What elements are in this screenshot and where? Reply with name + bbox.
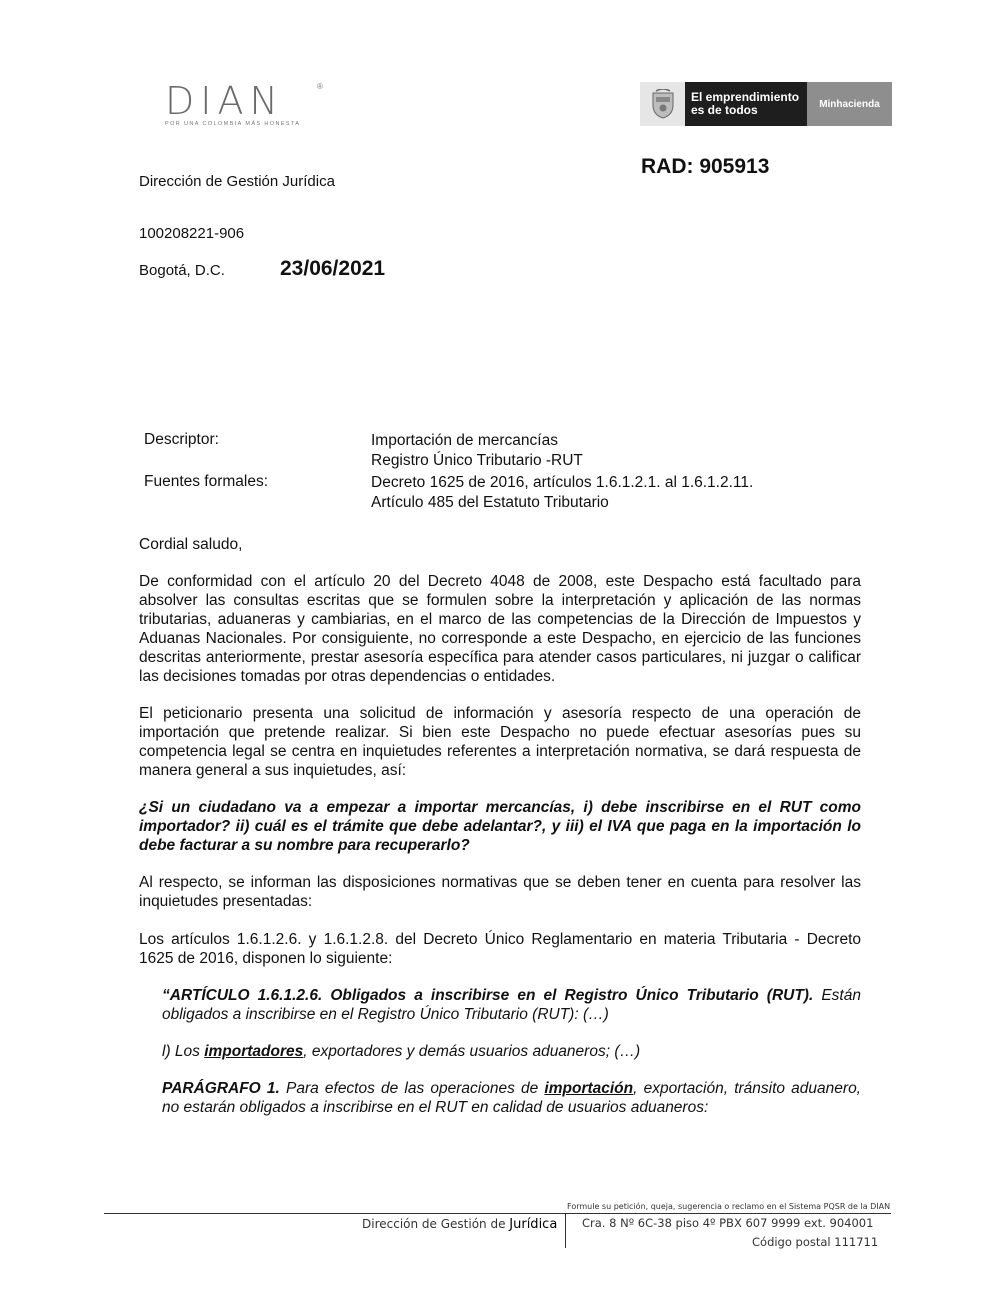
question: ¿Si un ciudadano va a empezar a importar mercancías, i) debe inscribirse en el RUT como importador? ii) cuál es el trámite que debe adelantar?, y iii) el IVA que paga en la importación lo debe facturar a su nombre para recuperarlo?	[139, 799, 861, 854]
registered-mark: ®	[317, 82, 323, 91]
descriptor-label: Descriptor:	[144, 431, 219, 448]
rad-number: RAD: 905913	[641, 155, 770, 178]
footer-address: Cra. 8 Nº 6C-38 piso 4º PBX 607 9999 ext. 904001	[582, 1216, 874, 1230]
source-value: Artículo 485 del Estatuto Tributario	[371, 494, 609, 511]
paragraph-3: Al respecto, se informan las disposiciones normativas que se deben tener en cuenta para resolver las inquietudes presentadas:	[139, 874, 861, 910]
footer-dept-prefix: Dirección de Gestión de	[362, 1217, 510, 1231]
footer-vertical-divider	[565, 1214, 566, 1248]
sources-values	[371, 473, 753, 513]
radicado-number: 100208221-906	[139, 225, 245, 242]
gov-slogan-line1: El emprendimiento	[691, 90, 800, 104]
dian-logo	[165, 79, 325, 128]
quote-article	[162, 986, 861, 1024]
paragraph-1: De conformidad con el artículo 20 del Decreto 4048 de 2008, este Despacho está facultado para absolver las consultas escritas que se formulen sobre la interpretación y aplicación de las normas tributarias, aduaneras y cambiarias, en el marco de las competencias de la Dirección de Impuestos y Aduanas Nacionales. Por consiguiente, no corresponde a este Despacho, en ejercicio de las funciones descritas anteriormente, prestar asesoría específica para atender casos particulares, ni juzgar o calificar las decisiones tomadas por otras dependencias o entidades.	[139, 573, 861, 685]
footer-divider	[104, 1213, 891, 1214]
footer-postal-code: Código postal 111711	[752, 1235, 879, 1249]
paragraph-importacion: importación	[544, 1080, 634, 1097]
gov-slogan-line2: es de todos	[691, 103, 758, 117]
pqsr-note: Formule su petición, queja, sugerencia o reclamo en el Sistema PQSR de la DIAN	[567, 1202, 891, 1211]
ministry-label: Minhacienda	[807, 82, 892, 126]
paragraph-text-b: , exportación, tránsito aduanero, no estarán obligados a inscribirse en el RUT en calidad de usuarios aduaneros:	[162, 1080, 861, 1116]
article-heading: “ARTÍCULO 1.6.1.2.6. Obligados a inscribirse en el Registro Único Tributario (RUT).	[162, 987, 814, 1004]
paragraph-2: El peticionario presenta una solicitud de información y asesoría respecto de una operación de importación que pretende realizar. Si bien este Despacho no puede efectuar asesorías pues su competencia legal se centra en inquietudes referentes a interpretación normativa, se dará respuesta de manera general a sus inquietudes, así:	[139, 705, 861, 779]
paragraph-text-a: Para efectos de las operaciones de	[279, 1080, 545, 1097]
descriptor-values	[371, 431, 583, 471]
footer-dept-bold: Jurídica	[509, 1217, 558, 1232]
source-value: Decreto 1625 de 2016, artículos 1.6.1.2.1. al 1.6.1.2.11.	[371, 474, 754, 491]
article-text: Están obligados a inscribirse en el Registro Único Tributario (RUT): (…)	[162, 987, 861, 1023]
coat-of-arms-icon	[640, 82, 685, 126]
item-prefix: l) Los	[162, 1043, 205, 1060]
paragraph-heading: PARÁGRAFO 1.	[162, 1080, 280, 1097]
descriptor-value: Importación de mercancías	[371, 432, 558, 449]
quote-paragraph-1	[162, 1079, 861, 1117]
dian-logo-word: DIAN	[165, 79, 284, 123]
quote-item-l	[162, 1042, 861, 1061]
descriptor-value: Registro Único Tributario -RUT	[371, 452, 583, 469]
paragraph-4: Los artículos 1.6.1.2.6. y 1.6.1.2.8. del Decreto Único Reglamentario en materia Tributaria - Decreto 1625 de 2016, disponen lo siguiente:	[139, 931, 861, 967]
document-date: 23/06/2021	[280, 257, 386, 280]
government-banner	[640, 82, 892, 126]
dian-tagline: POR UNA COLOMBIA MÁS HONESTA	[165, 121, 301, 127]
sources-label: Fuentes formales:	[144, 473, 269, 490]
item-text: , exportadores y demás usuarios aduaneros; (…)	[303, 1043, 641, 1060]
footer-department	[362, 1217, 557, 1232]
gov-slogan	[685, 82, 807, 126]
greeting: Cordial saludo,	[139, 536, 243, 553]
item-importadores: importadores	[204, 1043, 304, 1060]
city: Bogotá, D.C.	[139, 262, 225, 279]
department-name: Dirección de Gestión Jurídica	[139, 173, 335, 190]
